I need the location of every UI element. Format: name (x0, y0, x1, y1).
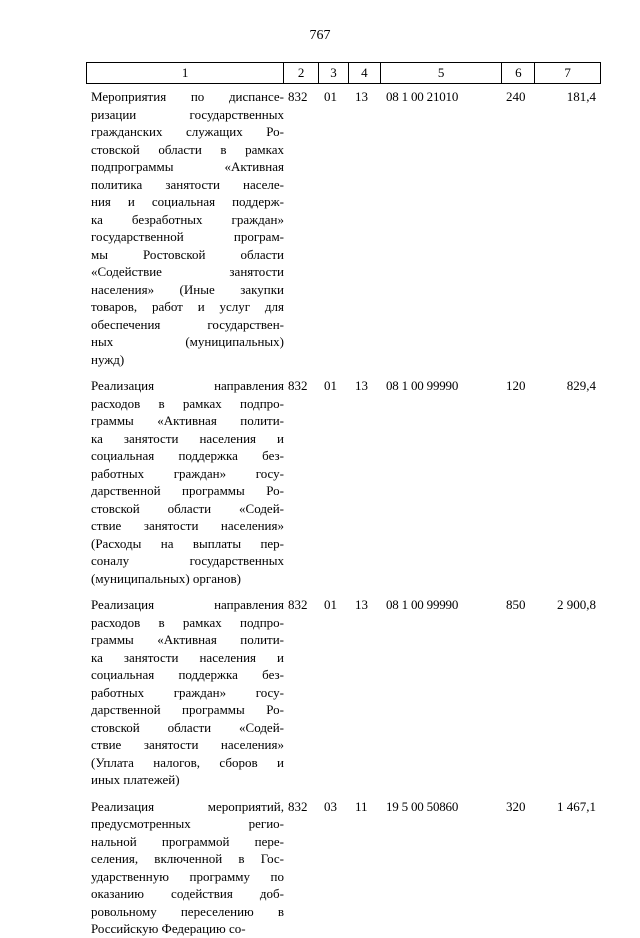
description-line: дарственной программы Ро- (91, 483, 284, 498)
description-line: Российскую Федерацию со- (91, 921, 246, 936)
header-col-4: 4 (349, 63, 381, 83)
budget-table (86, 62, 601, 938)
description-line: Реализация мероприятий, (91, 798, 284, 814)
description-line: расходов в рамках подпро- (91, 395, 284, 411)
code-ministry: 832 (288, 798, 308, 814)
code-expense-type: 120 (506, 378, 526, 393)
code-subsection: 13 (355, 378, 368, 393)
description-line: «Содействие занятости (91, 264, 284, 279)
description-line: населения» (Иные закупки (91, 281, 284, 297)
row-description (86, 596, 284, 789)
description-line: ных (муниципальных) (91, 334, 284, 349)
row-description (86, 798, 284, 938)
code-section: 01 (324, 89, 337, 104)
description-line: ка безработных граждан» (91, 211, 284, 227)
code-expense-type: 320 (506, 798, 526, 814)
description-line: (Уплата налогов, сборов и (91, 754, 284, 770)
code-target-article: 08 1 00 99990 (386, 378, 459, 393)
description-line: гражданских служащих Ро- (91, 124, 284, 139)
description-line: (Расходы на выплаты пер- (91, 535, 284, 551)
description-line: ния и социальная поддерж- (91, 194, 284, 209)
code-section: 01 (324, 597, 337, 612)
page-number: 767 (309, 28, 331, 43)
code-subsection: 11 (355, 798, 368, 814)
code-ministry: 832 (288, 89, 308, 104)
amount: 1 467,1 (557, 798, 596, 814)
description-line: ровольному переселению в (91, 903, 284, 919)
description-line: стовской области «Содей- (91, 500, 284, 516)
code-ministry: 832 (288, 597, 308, 612)
description-line: дарственной программы Ро- (91, 702, 284, 717)
code-target-article: 08 1 00 21010 (386, 89, 459, 104)
description-line: (муниципальных) органов) (91, 570, 241, 586)
table-row (86, 596, 601, 789)
table-header-row (86, 62, 601, 84)
code-section: 01 (324, 378, 337, 393)
row-description (86, 88, 284, 368)
description-line: ударственную программу по (91, 868, 284, 884)
description-line: оказанию содействия доб- (91, 886, 284, 901)
code-target-article: 19 5 00 50860 (386, 798, 459, 814)
description-line: нужд) (91, 351, 125, 367)
description-line: граммы «Активная полити- (91, 632, 284, 647)
code-subsection: 13 (355, 89, 368, 104)
code-expense-type: 240 (506, 89, 526, 104)
header-col-3: 3 (319, 63, 349, 83)
description-line: работных граждан» госу- (91, 684, 284, 700)
description-line: ствие занятости населения» (91, 518, 284, 533)
description-line: подпрограммы «Активная (91, 159, 284, 174)
table-row (86, 88, 601, 368)
description-line: социальная поддержка без- (91, 448, 284, 463)
description-line: Реализация направления (91, 597, 284, 612)
header-col-1: 1 (87, 63, 284, 83)
description-line: мы Ростовской области (91, 246, 284, 262)
description-line: государственной програм- (91, 229, 284, 244)
code-target-article: 08 1 00 99990 (386, 597, 459, 612)
header-col-2: 2 (284, 63, 319, 83)
description-line: иных платежей) (91, 772, 180, 787)
description-line: граммы «Активная полити- (91, 413, 284, 428)
header-col-7: 7 (564, 65, 571, 80)
amount: 2 900,8 (557, 597, 596, 612)
description-line: политика занятости населе- (91, 176, 284, 192)
header-col-6: 6 (502, 63, 535, 83)
table-body (86, 88, 601, 938)
description-line: обеспечения государствен- (91, 316, 284, 332)
description-line: ка занятости населения и (91, 430, 284, 446)
description-line: ризации государственных (91, 106, 284, 122)
description-line: работных граждан» госу- (91, 465, 284, 481)
code-expense-type: 850 (506, 597, 526, 612)
description-line: нальной программой пере- (91, 833, 284, 849)
description-line: Мероприятия по диспансе- (91, 89, 284, 104)
amount: 829,4 (566, 378, 596, 393)
description-line: ствие занятости населения» (91, 737, 284, 752)
row-description (86, 377, 284, 587)
code-subsection: 13 (355, 597, 368, 612)
description-line: ка занятости населения и (91, 649, 284, 665)
code-ministry: 832 (288, 378, 308, 393)
header-col-5: 5 (381, 63, 503, 83)
description-line: стовской области «Содей- (91, 719, 284, 735)
code-section: 03 (324, 798, 337, 814)
table-row (86, 798, 601, 938)
description-line: селения, включенной в Гос- (91, 851, 284, 866)
description-line: соналу государственных (91, 553, 284, 568)
description-line: Реализация направления (91, 378, 284, 393)
amount: 181,4 (566, 89, 596, 104)
table-row (86, 377, 601, 587)
description-line: стовской области в рамках (91, 141, 284, 157)
description-line: расходов в рамках подпро- (91, 614, 284, 630)
description-line: товаров, работ и услуг для (91, 299, 284, 314)
description-line: социальная поддержка без- (91, 667, 284, 682)
description-line: предусмотренных регио- (91, 816, 284, 831)
